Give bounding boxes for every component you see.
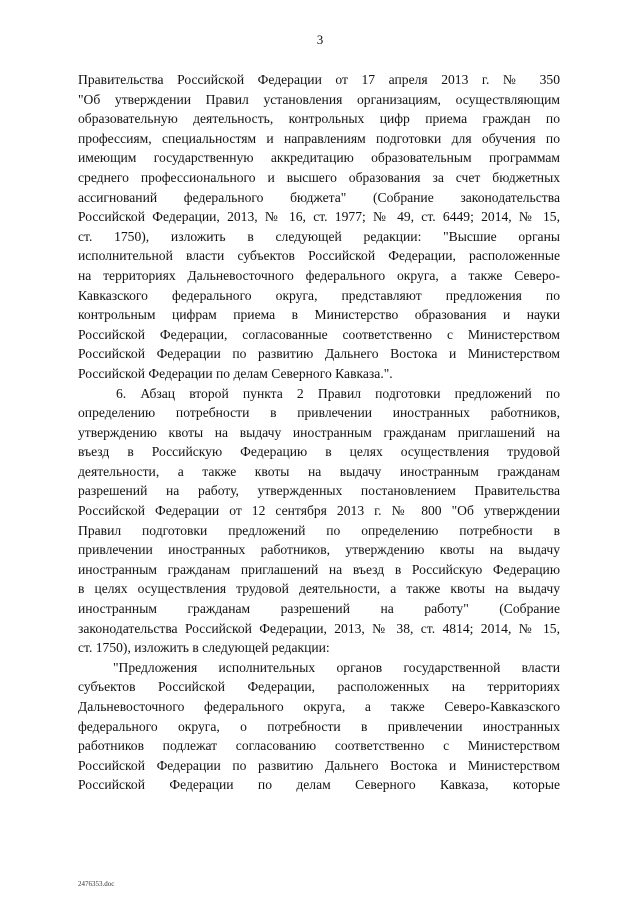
text-line: законодательства Российской Федерации, 2013, № 38, ст. 4814; 2014, № 15,	[78, 620, 560, 636]
text-line: "Об утверждении Правил установления организациям, осуществляющим	[78, 91, 560, 107]
text-line: деятельности, а также квоты на выдачу иностранным гражданам	[78, 463, 560, 479]
text-line: Российской Федерации по делам Северного Кавказа, которые	[78, 777, 560, 793]
page-number: 3	[316, 32, 324, 47]
text-line: профессиям, специальностям и направлениям подготовки для обучения по	[78, 130, 560, 146]
text-line: среднего профессионального и высшего образования за счет бюджетных	[78, 169, 560, 185]
text-line: Правительства Российской Федерации от 17 апреля 2013 г. № 350	[78, 72, 560, 87]
document-body	[78, 70, 560, 795]
text-line: Российской Федерации, 2013, № 16, ст. 1977; № 49, ст. 6449; 2014, № 15,	[78, 209, 560, 225]
text-line: образовательную деятельность, контрольных цифр приема граждан по	[78, 111, 560, 127]
text-line: въезд в Российскую Федерацию в целях осуществления трудовой	[78, 444, 560, 460]
text-line: привлечении иностранных работников, утверждению квоты на выдачу	[78, 542, 560, 558]
text-line: иностранным гражданам разрешений на работу" (Собрание	[78, 601, 560, 617]
text-line: Дальневосточного федерального округа, а также Северо-Кавказского	[78, 699, 560, 714]
text-line: работников подлежат согласованию соответственно с Министерством	[78, 738, 560, 754]
text-line: Российской Федерации по развитию Дальнего Востока и Министерством	[78, 346, 560, 362]
text-line: Российской Федерации, согласованные соответственно с Министерством	[78, 326, 560, 342]
text-line: субъектов Российской Федерации, расположенных на территориях	[78, 679, 560, 695]
text-line: иностранным гражданам приглашений на въезд в Российскую Федерацию	[78, 561, 560, 577]
text-line: Российской Федерации от 12 сентября 2013 г. № 800 "Об утверждении	[78, 503, 560, 519]
text-line: "Предложения исполнительных органов государственной власти	[113, 659, 560, 675]
text-line: разрешений на работу, утвержденных постановлением Правительства	[78, 483, 560, 499]
text-line: определению потребности в привлечении иностранных работников,	[78, 405, 560, 421]
text-line: федерального округа, о потребности в привлечении иностранных	[78, 718, 560, 734]
document-file-id: 2476353.doc	[78, 880, 115, 888]
text-line: утверждению квоты на выдачу иностранным гражданам приглашений на	[78, 424, 560, 440]
text-line: исполнительной власти субъектов Российской Федерации, расположенные	[78, 248, 560, 264]
text-line: контрольным цифрам приема в Министерство образования и науки	[78, 307, 560, 323]
text-line: 6. Абзац второй пункта 2 Правил подготовки предложений по	[116, 385, 560, 401]
text-line: ассигнований федерального бюджета" (Собрание законодательства	[78, 189, 560, 205]
text-line: имеющим государственную аккредитацию образовательным программам	[78, 150, 560, 166]
text-line: на территориях Дальневосточного федерального округа, а также Северо-	[78, 267, 560, 283]
text-line: Правил подготовки предложений по определению потребности в	[78, 522, 560, 538]
text-line: Кавказского федерального округа, представляют предложения по	[78, 287, 560, 303]
text-line: ст. 1750), изложить в следующей редакции:	[78, 640, 330, 656]
text-line: ст. 1750), изложить в следующей редакции: "Высшие органы	[78, 228, 560, 244]
text-line: Российской Федерации по развитию Дальнего Востока и Министерством	[78, 757, 560, 773]
text-line: в целях осуществления трудовой деятельности, а также квоты на выдачу	[78, 581, 560, 597]
text-line: Российской Федерации по делам Северного Кавказа.".	[78, 365, 393, 381]
